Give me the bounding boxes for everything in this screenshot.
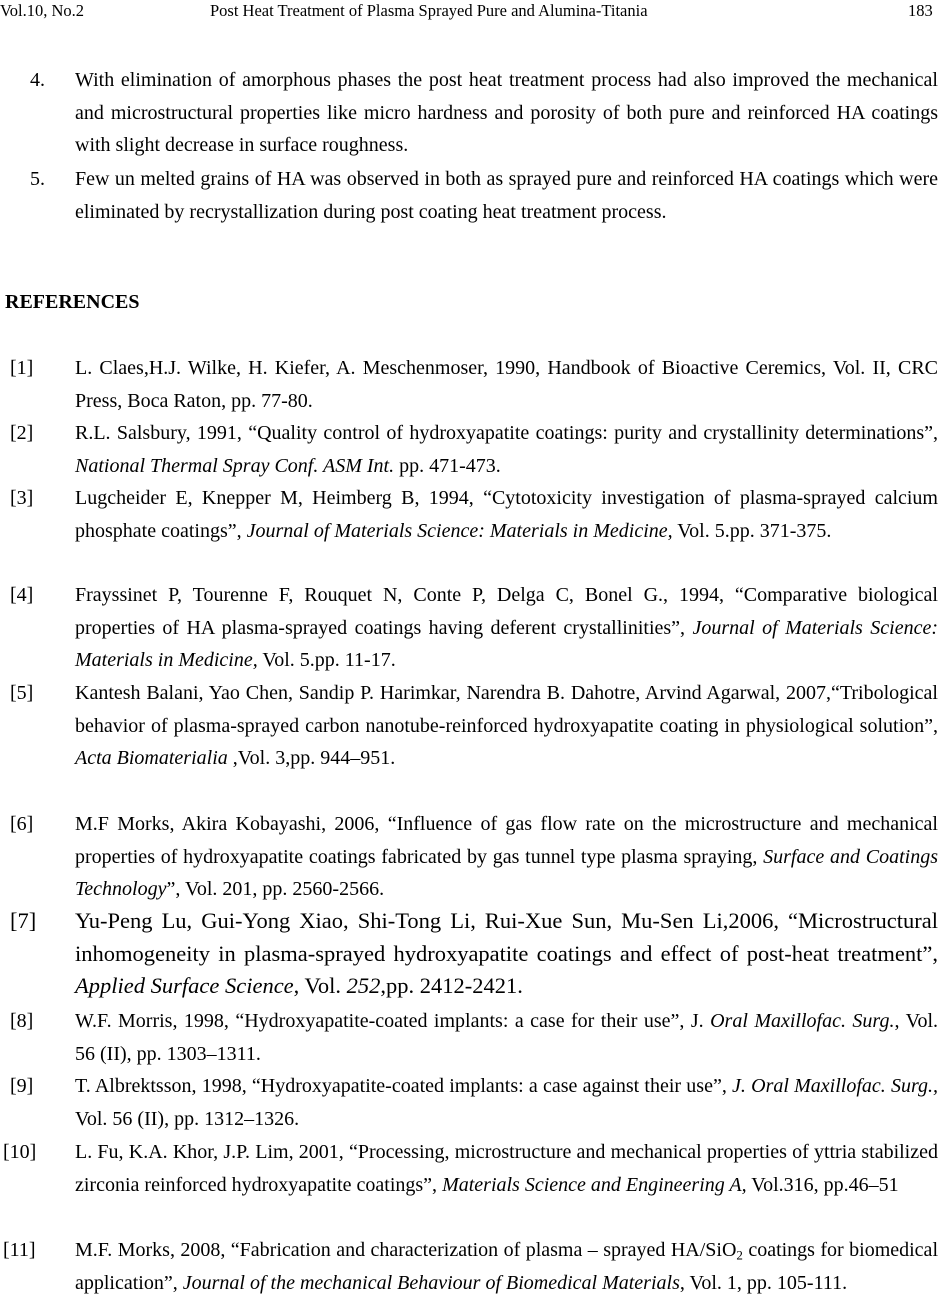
reference-number: [10] <box>3 1141 37 1163</box>
reference-segment: R.L. Salsbury, 1991, “Quality control of hydroxyapatite coatings: purity and crystallinity determinations”, <box>75 422 938 444</box>
reference-segment: Lugcheider E, Knepper M, Heimberg B, 1994, “Cytotoxicity investigation of plasma-sprayed calcium phosphate coatings”, <box>75 487 938 542</box>
reference-segment: L. Claes,H.J. Wilke, H. Kiefer, A. Meschenmoser, 1990, Handbook of Bioactive Ceremics, Vol. II, CRC Press, Boca Raton, pp. 77-80. <box>75 357 938 412</box>
reference-text <box>75 579 938 677</box>
page-number: 183 <box>908 1 933 20</box>
italic-text: Materials Science and Engineering A, <box>442 1173 747 1196</box>
reference-segment: Vol.316, pp.46–51 <box>746 1173 899 1196</box>
references-heading: REFERENCES <box>5 291 140 313</box>
reference-number: [8] <box>10 1010 34 1032</box>
reference-number: [6] <box>10 813 34 835</box>
reference-segment: L. Fu, K.A. Khor, J.P. Lim, 2001, “Processing, microstructure and mechanical properties of yttria stabilized zirconia reinforced hydroxyapatite coatings”, <box>75 1141 938 1196</box>
italic-text: J. Oral Maxillofac. Surg., <box>732 1075 939 1097</box>
reference-number: [2] <box>10 422 34 444</box>
reference-segment: ,Vol. 3,pp. 944–951. <box>227 747 396 770</box>
reference-segment: coatings for biomedical application”, <box>75 1239 938 1294</box>
reference-segment: Yu-Peng Lu, Gui-Yong Xiao, Shi-Tong Li, Rui-Xue Sun, Mu-Sen Li,2006, “Microstructural inhomogeneity in plasma-sprayed hydroxyapatite coatings and effect of post-heat treatment”, <box>75 908 938 966</box>
reference-segment: Frayssinet P, Tourenne F, Rouquet N, Conte P, Delga C, Bonel G., 1994, “Comparative biological properties of HA plasma-sprayed coatings having deferent crystallinities”, <box>75 584 938 639</box>
italic-text: Applied Surface Science <box>75 973 294 999</box>
italic-text: Journal of the mechanical Behaviour of Biomedical Materials <box>182 1271 680 1294</box>
reference-text <box>75 905 938 1003</box>
reference-segment: 2 <box>736 1247 743 1263</box>
reference-number: [1] <box>10 357 34 379</box>
reference-segment: Kantesh Balani, Yao Chen, Sandip P. Harimkar, Narendra B. Dahotre, Arvind Agarwal, 2007,“Tribological behavior of plasma-sprayed carbon nanotube-reinforced hydroxyapatite coating in physiological solution”, <box>75 682 938 737</box>
reference-segment: ,pp. 2412-2421. <box>380 973 523 999</box>
volume-label: Vol.10, No.2 <box>0 1 85 20</box>
italic-text: National Thermal Spray Conf. ASM Int. <box>75 454 395 477</box>
item-number: 4. <box>30 69 45 91</box>
reference-segment: Vol. 5.pp. 371-375. <box>672 519 832 542</box>
reference-segment: W.F. Morris, 1998, “Hydroxyapatite-coated implants: a case for their use”, J. <box>75 1010 711 1032</box>
italic-text: Journal of Materials Science: Materials in Medicine, <box>246 519 673 542</box>
running-header <box>0 0 940 22</box>
item-text: With elimination of amorphous phases the post heat treatment process had also improved the mechanical and microstructural properties like micro hardness and porosity of both pure and reinforced HA coatings with slight decrease in surface roughness. <box>75 69 938 157</box>
italic-text: Journal of Materials Science: Materials in Medicine, <box>75 616 938 672</box>
reference-number: [7] <box>10 908 37 933</box>
item-text: Few un melted grains of HA was observed in both as sprayed pure and reinforced HA coatings which were eliminated by recrystallization during post coating heat treatment process. <box>75 168 938 223</box>
italic-text: Surface and Coatings Technology <box>75 845 938 901</box>
reference-text <box>75 1136 938 1201</box>
reference-segment: , Vol. 56 (II), pp. 1303–1311. <box>75 1010 938 1065</box>
reference-text <box>75 1070 938 1135</box>
reference-number: [11] <box>3 1239 36 1261</box>
italic-text: Acta Biomaterialia <box>75 747 228 770</box>
running-title: Post Heat Treatment of Plasma Sprayed Pure and Alumina-Titania <box>210 1 648 20</box>
reference-segment: pp. 471-473. <box>394 454 501 477</box>
reference-number: [5] <box>10 682 34 704</box>
reference-text <box>75 352 938 417</box>
reference-text <box>75 482 938 547</box>
reference-number: [9] <box>10 1075 34 1097</box>
reference-segment: T. Albrektsson, 1998, “Hydroxyapatite-coated implants: a case against their use”, <box>75 1075 733 1097</box>
reference-segment: Vol. 56 (II), pp. 1312–1326. <box>75 1107 300 1130</box>
reference-number: [3] <box>10 487 34 509</box>
reference-segment: Vol. 5.pp. 11-17. <box>257 649 396 672</box>
reference-text <box>75 1005 938 1070</box>
reference-text <box>75 1234 938 1299</box>
reference-segment: , Vol. <box>293 973 347 999</box>
reference-number: [4] <box>10 584 34 606</box>
reference-segment: M.F. Morks, 2008, “Fabrication and characterization of plasma – sprayed HA/SiO <box>75 1239 737 1261</box>
reference-text <box>75 677 938 775</box>
reference-text <box>75 808 938 906</box>
reference-segment: M.F Morks, Akira Kobayashi, 2006, “Influence of gas flow rate on the microstructure and mechanical properties of hydroxyapatite coatings fabricated by gas tunnel type plasma spraying, <box>75 813 938 868</box>
reference-text <box>75 417 938 482</box>
item-number: 5. <box>30 168 45 190</box>
italic-text: Oral Maxillofac. Surg. <box>710 1010 895 1032</box>
reference-segment: , Vol. 1, pp. 105-111. <box>679 1271 848 1294</box>
reference-segment: ”, Vol. 201, pp. 2560-2566. <box>166 878 385 901</box>
italic-text: 252 <box>346 973 381 999</box>
